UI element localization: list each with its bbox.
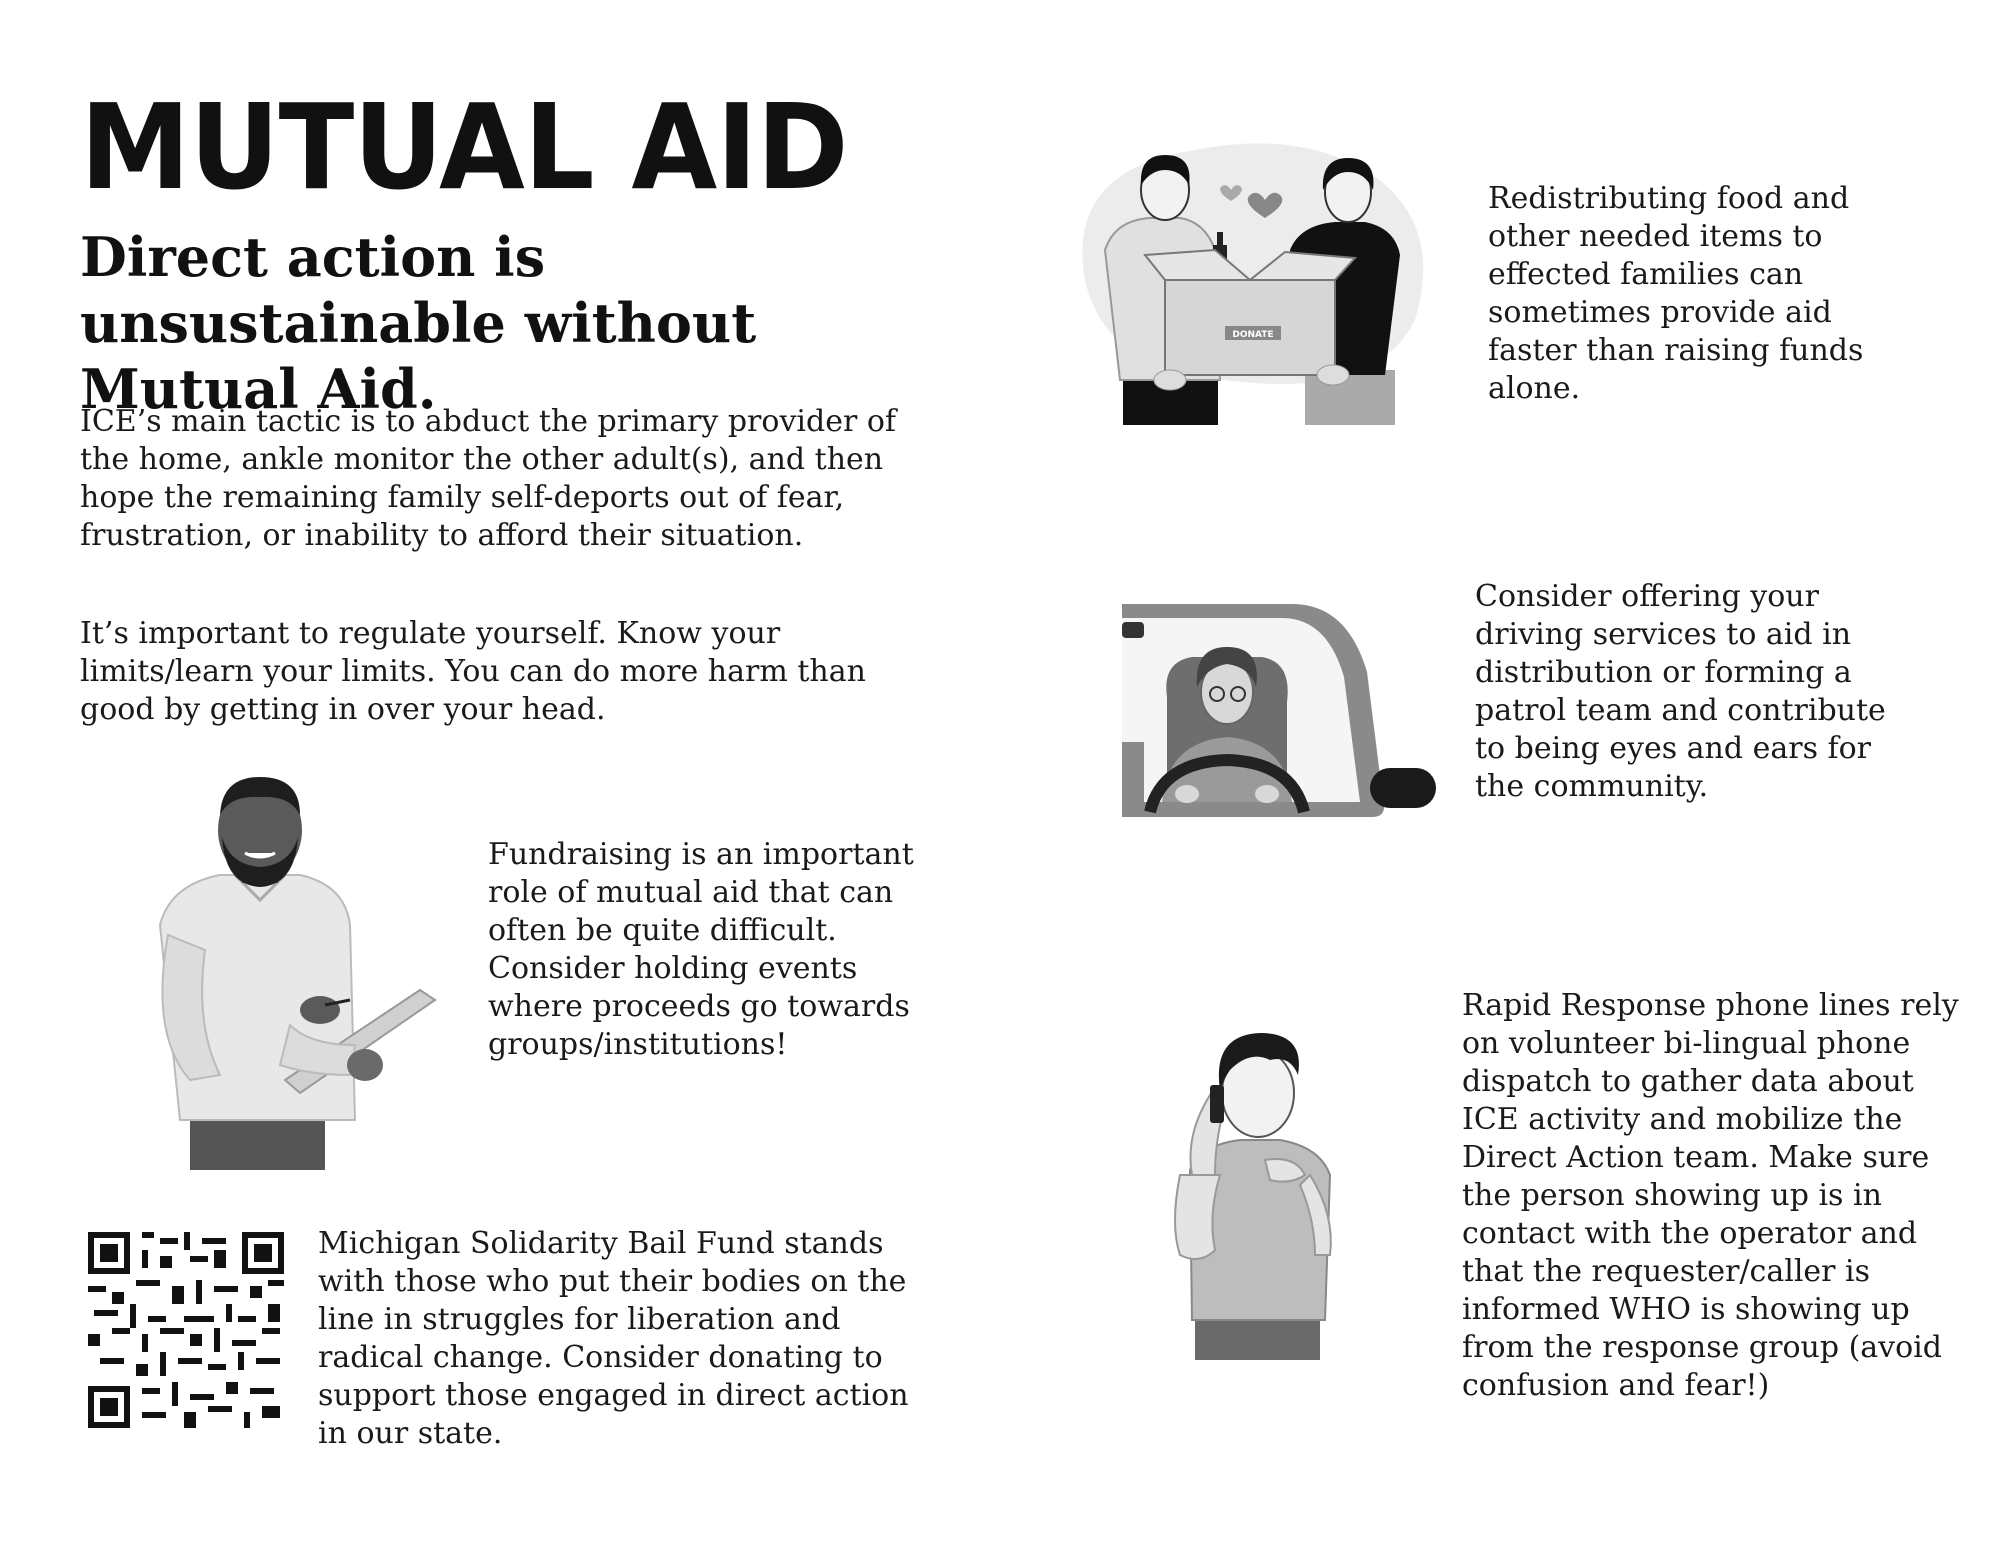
intro-paragraph: ICE’s main tactic is to abduct the primary provider of the home, ankle monitor the other adult(s), and then hope the remaining family self-deports out of fear, frustration, or inability to afford their situation. bbox=[80, 404, 896, 553]
page-title: MUTUAL AID bbox=[80, 78, 848, 216]
page-subtitle: Direct action is unsustainable without Mutual Aid. bbox=[80, 225, 757, 421]
qr-code bbox=[88, 1232, 284, 1428]
donation-box-illustration bbox=[1065, 130, 1445, 425]
donate-label: DONATE bbox=[1232, 330, 1274, 340]
fundraising-paragraph: Fundraising is an important role of mutual aid that can often be quite difficult. Consider holding events where proceeds go towards groups/institutions! bbox=[488, 837, 914, 1062]
food-paragraph: Redistributing food and other needed items to effected families can sometimes provide aid faster than raising funds alone. bbox=[1488, 181, 1864, 406]
regulate-paragraph: It’s important to regulate yourself. Know your limits/learn your limits. You can do more harm than good by getting in over your head. bbox=[80, 616, 866, 727]
driving-paragraph: Consider offering your driving services to aid in distribution or forming a patrol team and contribute to being eyes and ears for the community. bbox=[1475, 579, 1886, 804]
driver-illustration bbox=[1122, 602, 1437, 820]
phone-caller-illustration bbox=[1170, 1025, 1350, 1360]
fundraiser-illustration bbox=[150, 775, 450, 1170]
rapid-response-paragraph: Rapid Response phone lines rely on volunteer bi-lingual phone dispatch to gather data about ICE activity and mobilize the Direct Action team. Make sure the person showing up is in contact with the operator and that the requester/caller is informed WHO is showing up from the response group (avoid confusion and fear!) bbox=[1462, 988, 1959, 1403]
bail-fund-paragraph: Michigan Solidarity Bail Fund stands with those who put their bodies on the line in struggles for liberation and radical change. Consider donating to support those engaged in direct action in our state. bbox=[318, 1226, 909, 1451]
